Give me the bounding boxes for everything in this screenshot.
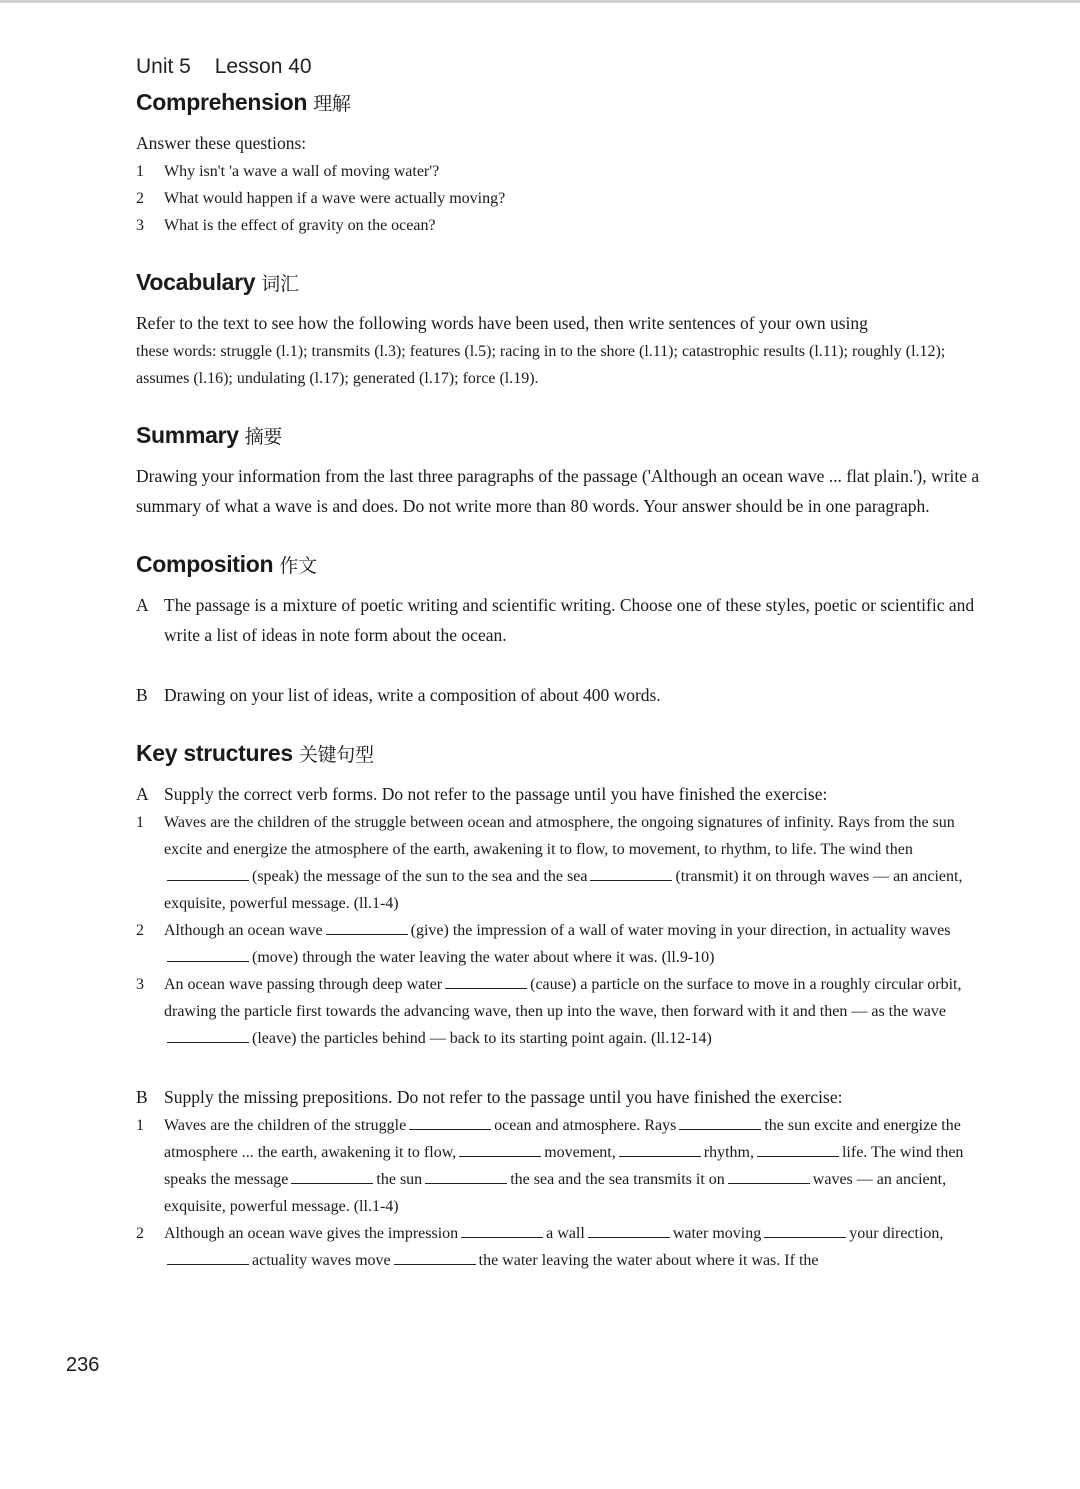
- exercise-text: [164, 1112, 996, 1220]
- exercise-number: 1: [136, 814, 144, 831]
- exercise-text-part: actuality waves move: [252, 1252, 391, 1269]
- key-structures-heading: [136, 740, 996, 767]
- question-number: 1: [136, 163, 144, 180]
- answer-blank[interactable]: [445, 974, 527, 989]
- exercise-number: 2: [136, 1225, 144, 1242]
- key-structures-title-cn: 关键句型: [298, 744, 374, 766]
- exercise-letter: A: [136, 784, 149, 804]
- exercise-b-item-2: [136, 1220, 996, 1274]
- question-item: [136, 212, 996, 239]
- composition-letter: A: [136, 595, 149, 615]
- composition-text: The passage is a mixture of poetic writing and scientific writing. Choose one of these styles, poetic or scientific and write a list of ideas in note form about the ocean.: [164, 595, 975, 645]
- exercise-text-part: the sun: [376, 1171, 423, 1188]
- exercise-text-part: the sun excite and energize the atmosphere ... the earth, awakening it to flow,: [164, 1117, 961, 1161]
- exercise-text-part: Waves are the children of the struggle between ocean and atmosphere, the ongoing signatures of infinity. Rays from the sun excite and energize the atmosphere of the earth, awakening it to flow, to movement, to rhythm, to life. The wind then: [164, 814, 955, 858]
- comprehension-questions: [136, 158, 996, 239]
- composition-letter: B: [136, 685, 148, 705]
- exercise-number: 3: [136, 976, 144, 993]
- answer-blank[interactable]: [326, 920, 408, 935]
- unit-lesson-header: [136, 55, 996, 79]
- exercise-text: [164, 809, 996, 917]
- answer-blank[interactable]: [394, 1250, 476, 1265]
- exercise-text-part: (transmit) it on through waves — an ancient, exquisite, powerful message. (ll.1-4): [164, 868, 963, 912]
- exercise-text: [164, 917, 996, 971]
- exercise-b-instruction: [136, 1082, 996, 1112]
- exercise-letter: B: [136, 1087, 148, 1107]
- exercise-text-part: the sea and the sea transmits it on: [510, 1171, 725, 1188]
- comprehension-intro: Answer these questions:: [136, 133, 307, 153]
- exercise-a-item-1: [136, 809, 996, 917]
- comprehension-heading: [136, 89, 996, 116]
- exercise-a-instruction: [136, 779, 996, 809]
- exercise-text-part: (give) the impression of a wall of water moving in your direction, in actuality waves: [410, 922, 951, 939]
- exercise-text-part: (leave) the particles behind — back to its starting point again. (ll.12-14): [252, 1030, 712, 1047]
- vocabulary-title: Vocabulary: [136, 269, 256, 295]
- exercise-instruction-text: Supply the correct verb forms. Do not refer to the passage until you have finished the exercise:: [164, 784, 828, 804]
- lesson-label: Lesson 40: [214, 55, 312, 78]
- question-number: 2: [136, 190, 144, 207]
- vocabulary-word-list: these words: struggle (l.1); transmits (l.3); features (l.5); racing in to the shore (l.11); catastrophic results (l.11); roughly (l.12); assumes (l.16); undulating (l.17); generated (l.17); force (l.19).: [136, 343, 946, 387]
- answer-blank[interactable]: [728, 1169, 810, 1184]
- answer-blank[interactable]: [764, 1223, 846, 1238]
- composition-title: Composition: [136, 551, 274, 577]
- exercise-text-part: your direction,: [849, 1225, 944, 1242]
- answer-blank[interactable]: [459, 1142, 541, 1157]
- exercise-text-part: (speak) the message of the sun to the sea and the sea: [252, 868, 588, 885]
- exercise-text-part: Although an ocean wave: [164, 922, 323, 939]
- answer-blank[interactable]: [167, 947, 249, 962]
- page-content: [136, 55, 996, 1274]
- page-number: 236: [66, 1354, 100, 1376]
- unit-label: Unit 5: [136, 55, 191, 78]
- composition-item-b: [136, 680, 996, 710]
- composition-text: Drawing on your list of ideas, write a composition of about 400 words.: [164, 685, 661, 705]
- answer-blank[interactable]: [588, 1223, 670, 1238]
- exercise-number: 1: [136, 1117, 144, 1134]
- exercise-a-item-3: [136, 971, 996, 1052]
- exercise-text-part: movement,: [544, 1144, 616, 1161]
- comprehension-title-cn: 理解: [313, 93, 351, 115]
- answer-blank[interactable]: [167, 1250, 249, 1265]
- exercise-text-part: a wall: [546, 1225, 585, 1242]
- answer-blank[interactable]: [425, 1169, 507, 1184]
- exercise-text-part: waves — an ancient, exquisite, powerful message. (ll.1-4): [164, 1171, 947, 1215]
- summary-heading: [136, 422, 996, 449]
- exercise-text-part: the water leaving the water about where it was. If the: [478, 1252, 819, 1269]
- question-number: 3: [136, 217, 144, 234]
- answer-blank[interactable]: [461, 1223, 543, 1238]
- exercise-text-part: water moving: [672, 1225, 762, 1242]
- question-item: [136, 185, 996, 212]
- exercise-a-item-2: [136, 917, 996, 971]
- answer-blank[interactable]: [167, 1028, 249, 1043]
- answer-blank[interactable]: [757, 1142, 839, 1157]
- exercise-text-part: Waves are the children of the struggle: [164, 1117, 407, 1134]
- exercise-text-part: An ocean wave passing through deep water: [164, 976, 443, 993]
- exercise-text: [164, 971, 996, 1052]
- vocabulary-heading: [136, 269, 996, 296]
- answer-blank[interactable]: [679, 1115, 761, 1130]
- summary-title-cn: 摘要: [244, 426, 283, 448]
- composition-heading: [136, 551, 996, 578]
- top-border: [0, 0, 1080, 3]
- question-text: Why isn't 'a wave a wall of moving water'?: [164, 163, 440, 180]
- comprehension-title: Comprehension: [136, 89, 308, 115]
- key-structures-title: Key structures: [136, 740, 293, 766]
- answer-blank[interactable]: [409, 1115, 491, 1130]
- question-text: What would happen if a wave were actually moving?: [164, 190, 506, 207]
- question-text: What is the effect of gravity on the ocean?: [164, 217, 436, 234]
- answer-blank[interactable]: [619, 1142, 701, 1157]
- summary-instruction: Drawing your information from the last three paragraphs of the passage ('Although an ocean wave ... flat plain.'), write a summary of what a wave is and does. Do not write more than 80 words. Your answer should be in one paragraph.: [136, 466, 980, 516]
- answer-blank[interactable]: [291, 1169, 373, 1184]
- answer-blank[interactable]: [167, 866, 249, 881]
- exercise-text: [164, 1220, 996, 1274]
- exercise-text-part: (cause) a particle on the surface to move in a roughly circular orbit, drawing the particle first towards the advancing wave, then up into the wave, then forward with it and then — as the wave: [164, 976, 962, 1020]
- answer-blank[interactable]: [590, 866, 672, 881]
- composition-item-a: [136, 590, 996, 650]
- exercise-instruction-text: Supply the missing prepositions. Do not refer to the passage until you have finished the exercise:: [164, 1087, 843, 1107]
- exercise-text-part: life. The wind then speaks the message: [164, 1144, 964, 1188]
- exercise-text-part: ocean and atmosphere. Rays: [494, 1117, 677, 1134]
- summary-title: Summary: [136, 422, 239, 448]
- vocabulary-instruction: Refer to the text to see how the following words have been used, then write sentences of your own using: [136, 313, 868, 333]
- exercise-text-part: rhythm,: [703, 1144, 754, 1161]
- question-item: [136, 158, 996, 185]
- vocabulary-title-cn: 词汇: [261, 273, 299, 295]
- exercise-text-part: Although an ocean wave gives the impression: [164, 1225, 459, 1242]
- exercise-text-part: (move) through the water leaving the water about where it was. (ll.9-10): [252, 949, 715, 966]
- exercise-b-item-1: [136, 1112, 996, 1220]
- composition-title-cn: 作文: [279, 555, 317, 577]
- exercise-number: 2: [136, 922, 144, 939]
